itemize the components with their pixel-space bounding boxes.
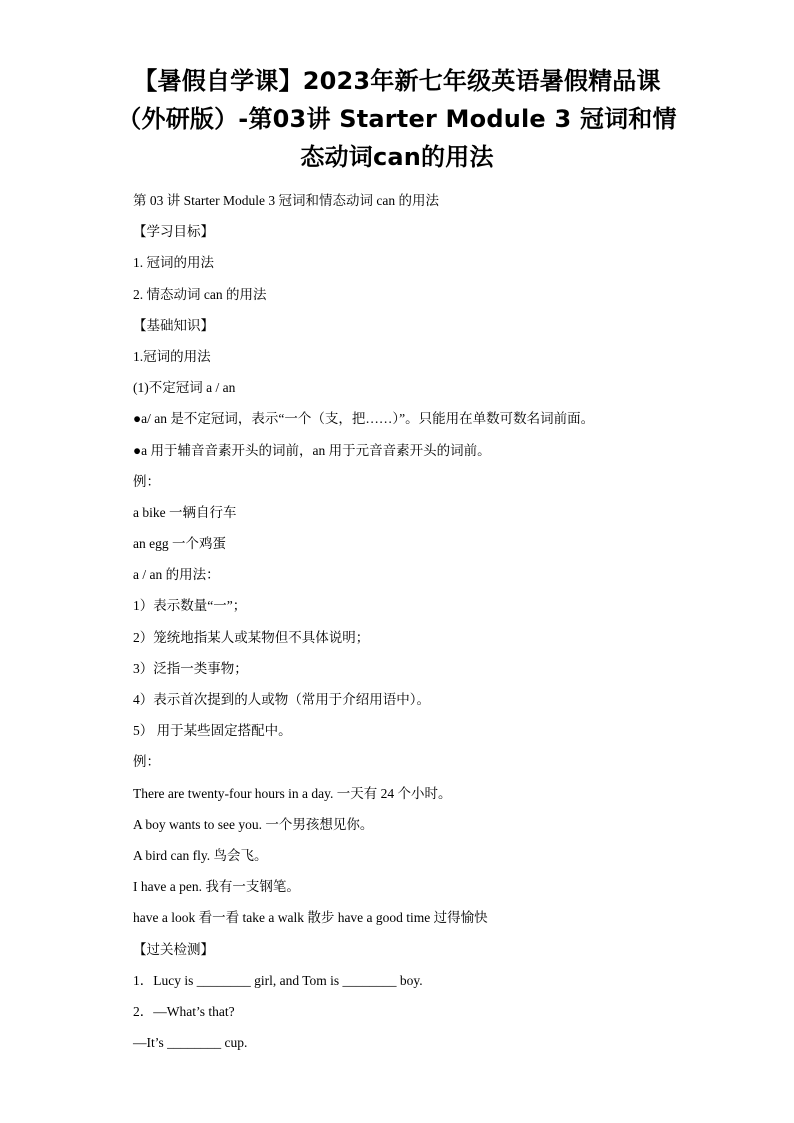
example-label: 例： <box>133 473 160 489</box>
usage-item: 4）表示首次提到的人或物（常用于介绍用语中）。 <box>133 692 430 707</box>
usage-item: 1）表示数量“一”； <box>133 598 247 614</box>
document-title <box>110 62 684 176</box>
section-heading-basics: 【基础知识】 <box>133 317 214 333</box>
exercise-item: 1．Lucy is ________ girl, and Tom is ________ boy. <box>133 972 423 988</box>
exercise-item: 2．—What’s that? <box>133 1003 235 1019</box>
example-line: A bird can fly. 鸟会飞。 <box>133 847 268 863</box>
document-body <box>133 189 693 1062</box>
bullet-point: ●a/ an 是不定冠词，表示“一个（支，把……）”。只能用在单数可数名词前面。 <box>133 411 595 427</box>
section-heading-goals: 【学习目标】 <box>133 224 214 240</box>
usage-item: 5） 用于某些固定搭配中。 <box>133 723 292 739</box>
example-line: I have a pen. 我有一支钢笔。 <box>133 879 300 895</box>
goal-item: 2. 情态动词 can 的用法 <box>133 286 267 302</box>
usage-heading: a / an 的用法： <box>133 567 220 583</box>
subsection-heading: 1.冠词的用法 <box>133 348 211 364</box>
example-label: 例： <box>133 754 160 770</box>
example-line: have a look 看一看 take a walk 散步 have a good time 过得愉快 <box>133 910 488 926</box>
lesson-heading: 第 03 讲 Starter Module 3 冠词和情态动词 can 的用法 <box>133 193 439 208</box>
title-line-1: 【暑假自学课】2023年新七年级英语暑假精品课 <box>133 67 661 95</box>
subsection-heading: (1)不定冠词 a / an <box>133 380 236 396</box>
usage-item: 3）泛指一类事物； <box>133 660 248 676</box>
bullet-point: ●a 用于辅音音素开头的词前，an 用于元音音素开头的词前。 <box>133 442 491 458</box>
title-line-2: （外研版）-第03讲 Starter Module 3 冠词和情 <box>117 105 677 133</box>
goal-item: 1. 冠词的用法 <box>133 255 214 271</box>
example-line: a bike 一辆自行车 <box>133 504 237 520</box>
example-line: an egg 一个鸡蛋 <box>133 536 226 552</box>
example-line: There are twenty-four hours in a day. 一天有 24 个小时。 <box>133 785 452 801</box>
example-line: A boy wants to see you. 一个男孩想见你。 <box>133 816 374 832</box>
title-line-3: 态动词can的用法 <box>300 143 494 171</box>
usage-item: 2）笼统地指某人或某物但不具体说明； <box>133 629 370 645</box>
section-heading-test: 【过关检测】 <box>133 941 214 957</box>
exercise-item: —It’s ________ cup. <box>133 1035 248 1051</box>
